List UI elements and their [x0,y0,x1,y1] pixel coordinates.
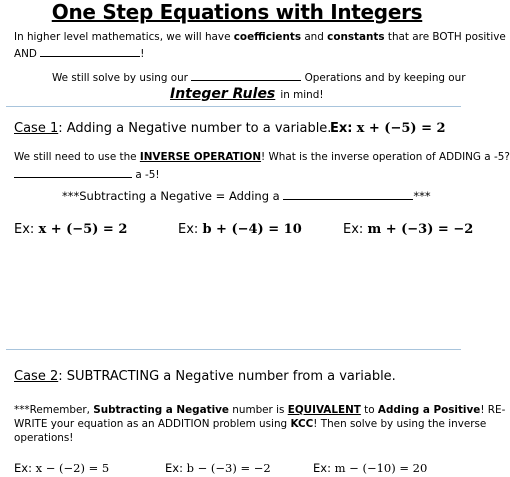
rule-blank[interactable] [283,188,413,200]
equation: x + (−5) = 2 [38,222,128,237]
case1-ex-2 [178,222,302,238]
rewrite-text: WRITE your equation as an ADDITION problem using [14,418,291,430]
case1-example-equation: x + (−5) = 2 [356,121,446,136]
intro-and-label: AND [14,48,37,60]
inverse-answer-line [14,166,160,182]
case2-ex-1 [14,461,109,475]
case1-ex-3 [343,222,473,238]
integer-rules-line [170,83,324,102]
case2-ex-2 [165,461,271,475]
ex-label: Ex: [313,461,331,475]
case2-remember-3 [14,432,73,445]
section-divider [6,106,461,107]
coefficients-term: coefficients [233,31,302,43]
case1-ex-1 [14,222,127,238]
inverse-text-end: ! What is the inverse operation of ADDING a -5? [261,151,510,163]
equation: b + (−4) = 10 [202,222,302,237]
equation: b − (−3) = −2 [186,461,271,475]
solve-text: We still solve by using our [52,72,188,84]
case2-heading [14,369,396,385]
case2-label: Case 2 [14,369,59,384]
case1-heading [14,121,331,137]
equation: m − (−10) = 20 [334,461,428,475]
constants-term: constants [327,31,385,43]
remember-text: to [360,404,378,416]
ex-label: Ex: [165,461,183,475]
intro-line-1 [14,31,506,44]
rewrite-text-end: ! Then solve by using the inverse [313,418,487,430]
intro-text-end: that are BOTH positive [384,31,506,43]
case2-text: : SUBTRACTING a Negative number from a variable. [58,369,396,384]
equivalent-term: EQUIVALENT [287,404,361,416]
remember-text-end: ! RE- [480,404,506,416]
solve-text-end: Operations and by keeping our [304,72,466,84]
case1-label: Case 1 [14,121,59,136]
rule-text: ***Subtracting a Negative = Adding a [62,189,280,203]
case2-remember-1 [14,404,505,417]
rule-stars: *** [413,189,431,203]
ex-label: Ex: [14,461,32,475]
remember-text: ***Remember, [14,404,94,416]
inverse-text: We still need to use the [14,151,140,163]
ex-label: Ex: [178,222,199,237]
case2-remember-2 [14,418,486,431]
subtracting-negative-term: Subtracting a Negative [93,404,229,416]
intro-line-2 [14,45,144,61]
answer-blank[interactable] [40,45,140,57]
case1-example [330,121,446,137]
section-divider [6,349,461,350]
adding-positive-term: Adding a Positive [377,404,481,416]
case2-ex-3 [313,461,427,475]
remember-text: number is [228,404,288,416]
operations-text: operations! [14,432,74,444]
integer-rules-heading: Integer Rules [170,86,276,102]
ex-label: Ex: [330,121,353,136]
ex-label: Ex: [343,222,364,237]
inverse-answer-blank[interactable] [14,166,132,178]
kcc-term: KCC [290,418,314,430]
intro-and: and [301,31,328,43]
case1-text: : Adding a Negative number to a variable. [58,121,332,136]
inverse-question [14,151,510,164]
equation: m + (−3) = −2 [367,222,474,237]
page-title: One Step Equations with Integers [51,0,423,24]
subtract-negative-rule [62,188,431,203]
equation: x − (−2) = 5 [35,461,110,475]
intro-text: In higher level mathematics, we will have [14,31,234,43]
operations-blank[interactable] [191,69,301,81]
integer-rules-suffix: in mind! [280,89,324,101]
inverse-operation-term: INVERSE OPERATION [139,151,262,163]
ex-label: Ex: [14,222,35,237]
intro-exclaim: ! [140,48,145,60]
inverse-answer-suffix: a -5! [135,169,160,181]
